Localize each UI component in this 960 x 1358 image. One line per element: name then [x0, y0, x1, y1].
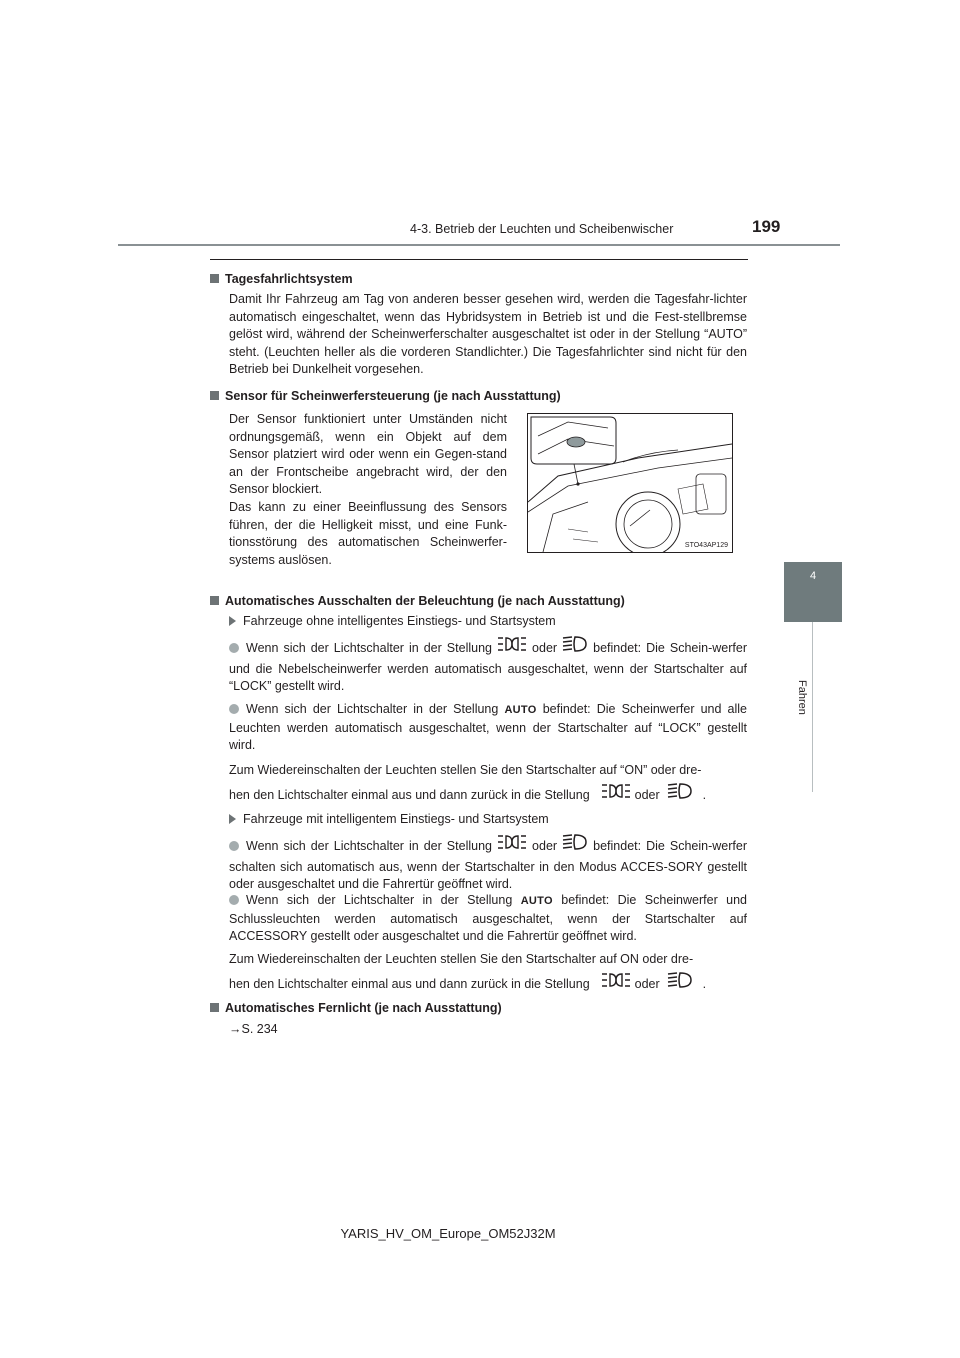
headlight-icon [667, 782, 693, 806]
figure-label: STO43AP129 [684, 542, 728, 549]
paragraph-reactivate-2: Zum Wiedereinschalten der Leuchten stellen Sie den Startschalter auf ON oder dre- hen den Lichtschalter einmal aus und dann zurück in die Stellung oder . [229, 951, 747, 996]
chapter-tab [784, 562, 842, 622]
bullet-item-1: Wenn sich der Lichtschalter in der Stellung oder befindet: Die Schein-werfer und die Nebelscheinwerfer werden automatisch ausgeschaltet, wenn der Startschalter auf “LOCK” gestellt wird. [229, 637, 747, 696]
header-rule [118, 244, 840, 246]
paragraph-reactivate-1: Zum Wiedereinschalten der Leuchten stellen Sie den Startschalter auf “ON” oder dre- hen den Lichtschalter einmal aus und dann zurück in die Stellung oder . [229, 762, 747, 807]
chapter-number: 4 [809, 570, 817, 582]
heading-daytime-running-lights: Tagesfahrlichtsystem [210, 272, 353, 286]
taillight-icon [497, 635, 527, 659]
auto-icon: AUTO [520, 895, 553, 907]
round-bullet-icon [229, 895, 239, 905]
square-bullet-icon [210, 1003, 219, 1012]
heading-headlight-sensor: Sensor für Scheinwerfersteuerung (je nach Ausstattung) [210, 389, 561, 403]
paragraph-sensor-1: Der Sensor funktioniert unter Umständen nicht ordnungsgemäß, wenn ein Objekt auf dem Sensor platziert wird oder wenn ein Gegen-stand an der Frontscheibe angebracht wird, der den Sensor blockiert. [229, 412, 507, 496]
triangle-bullet-icon [229, 616, 236, 626]
square-bullet-icon [210, 596, 219, 605]
taillight-icon [601, 782, 631, 806]
square-bullet-icon [210, 391, 219, 400]
round-bullet-icon [229, 841, 239, 851]
document-id: YARIS_HV_OM_Europe_OM52J32M [340, 1226, 556, 1241]
paragraph-daytime-running-lights: Damit Ihr Fahrzeug am Tag von anderen besser gesehen wird, werden die Tagesfahr-lichter automatisch eingeschaltet, wenn das Hybridsystem in Betrieb ist und die Fest-stellbremse gelöst wird, während der Scheinwerferschalter ausgeschaltet ist oder in der Stellung “AUTO” steht. (Leuchten heller als die vorderen Standlichter.) Die Tagesfahrlichter sind nicht für den Betrieb bei Dunkelheit vorgesehen. [229, 292, 747, 376]
subheading-with-smart-entry: Fahrzeuge mit intelligentem Einstiegs- und Startsystem [229, 811, 549, 829]
taillight-icon [497, 833, 527, 857]
page-number: 199 [752, 217, 781, 236]
square-bullet-icon [210, 274, 219, 283]
page-reference-link[interactable]: →S. 234 [229, 1022, 278, 1036]
headlight-icon [667, 971, 693, 995]
chapter-name: Fahren [796, 680, 808, 715]
paragraph-sensor-2: Das kann zu einer Beeinflussung des Sensors führen, der die Helligkeit misst, und eine Funk-tionsstörung des automatischen Scheinwerfer-systems auslösen. [229, 500, 507, 567]
triangle-bullet-icon [229, 814, 236, 824]
chapter-label [788, 680, 818, 720]
bullet-item-2: Wenn sich der Lichtschalter in der Stellung AUTO befindet: Die Scheinwerfer und alle Leuchten werden automatisch ausgeschaltet, wenn der Startschalter auf “LOCK” gestellt wird. [229, 702, 747, 752]
auto-icon: AUTO [504, 704, 537, 716]
round-bullet-icon [229, 643, 239, 653]
bullet-item-4: Wenn sich der Lichtschalter in der Stellung AUTO befindet: Die Scheinwerfer und Schlussleuchten werden automatisch ausgeschaltet, wenn der Startschalter auf ACCESSORY gestellt oder ausgeschaltet und die Fahrertür geöffnet wird. [229, 893, 747, 943]
bullet-item-3: Wenn sich der Lichtschalter in der Stellung oder befindet: Die Schein-werfer schalten sich automatisch aus, wenn der Startschalter in den Modus ACCES-SORY gestellt oder ausgeschaltet und die Fahrertür geöffnet wird. [229, 835, 747, 894]
footer [0, 1226, 960, 1241]
section-title: 4-3. Betrieb der Leuchten und Scheibenwischer [410, 222, 674, 236]
headlight-icon [562, 833, 588, 857]
heading-auto-light-off: Automatisches Ausschalten der Beleuchtung (je nach Ausstattung) [210, 594, 625, 608]
dashboard-sensor-illustration [527, 413, 733, 553]
heading-auto-high-beam: Automatisches Fernlicht (je nach Ausstattung) [210, 1001, 502, 1015]
content-rule [210, 259, 748, 260]
subheading-without-smart-entry: Fahrzeuge ohne intelligentes Einstiegs- und Startsystem [229, 613, 556, 631]
dashboard-illustration-svg [528, 414, 732, 552]
round-bullet-icon [229, 704, 239, 714]
taillight-icon [601, 971, 631, 995]
headlight-icon [562, 635, 588, 659]
